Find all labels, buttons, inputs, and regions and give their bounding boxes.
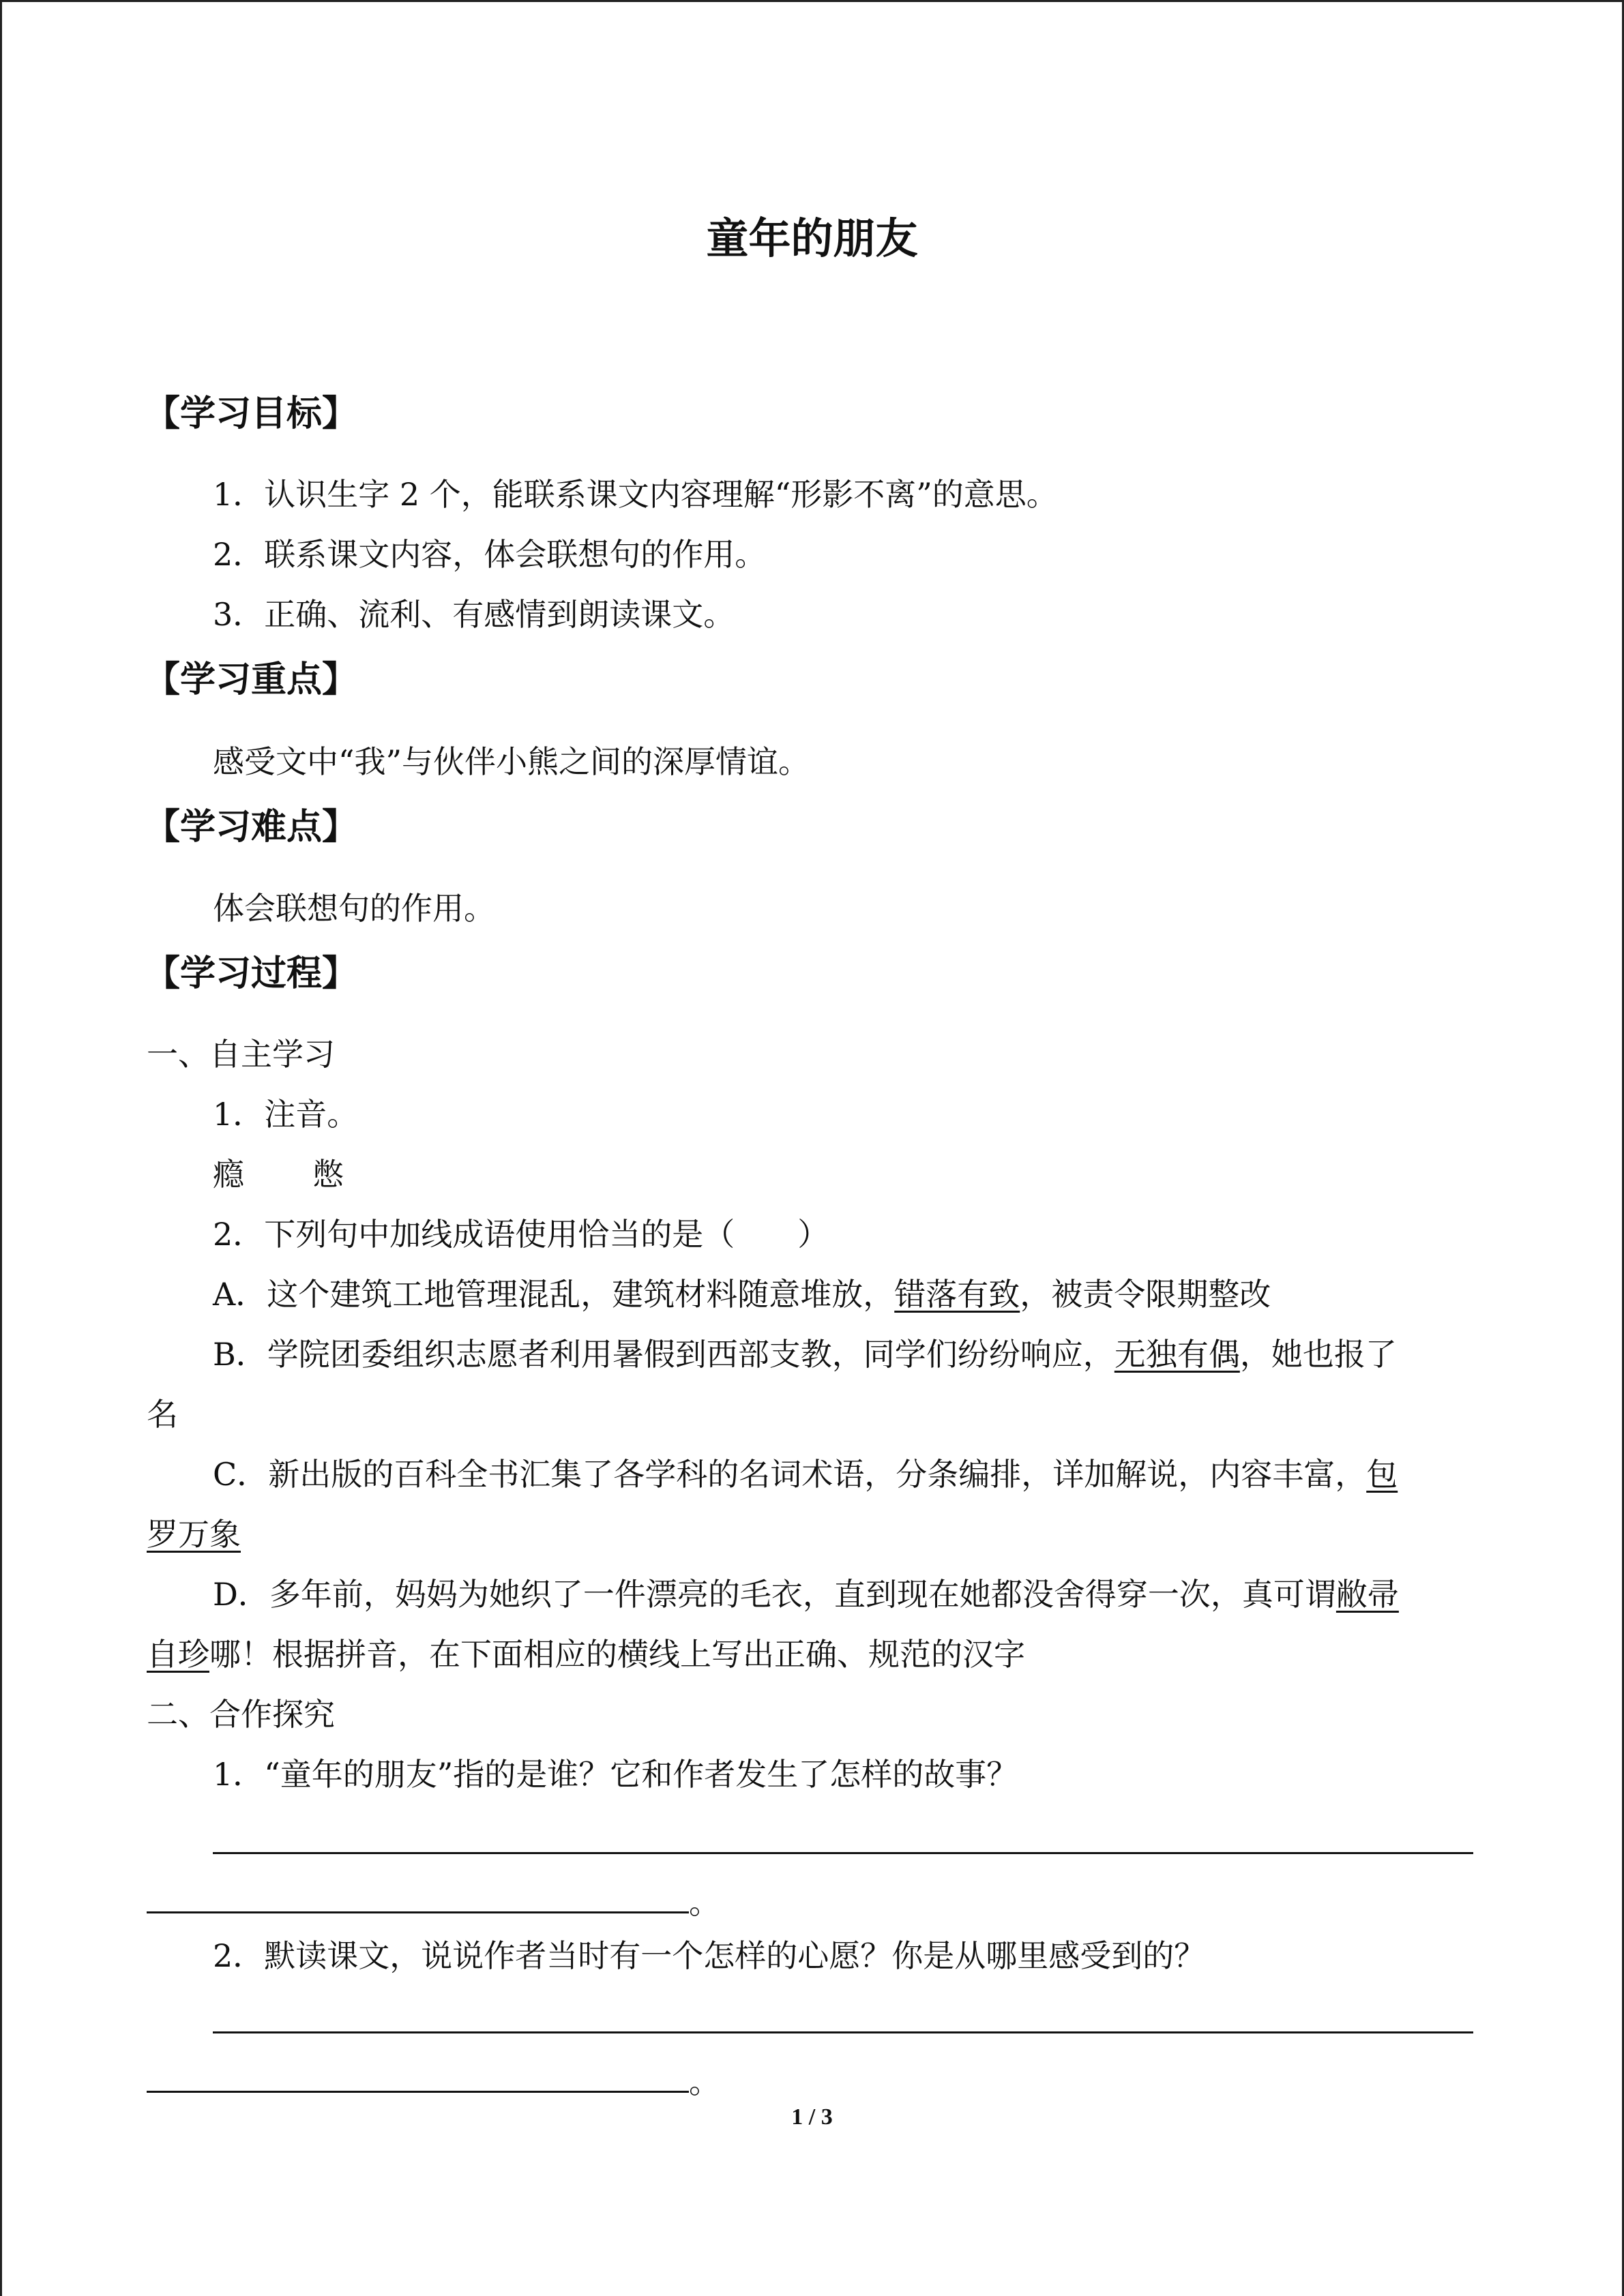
- option-b: [213, 1332, 1397, 1376]
- answer-line-q1-b[interactable]: [147, 1911, 689, 1913]
- goal-item-2: 2．联系课文内容，体会联想句的作用。: [213, 536, 767, 573]
- goals-heading: 【学习目标】: [145, 393, 358, 434]
- key-text: 感受文中“我”与伙伴小熊之间的深厚情谊。: [213, 743, 810, 780]
- goal-item-3: 3．正确、流利、有感情到朗读课文。: [213, 596, 735, 633]
- option-d-post: 哪！根据拼音，在下面相应的横线上写出正确、规范的汉字: [209, 1636, 1025, 1673]
- answer-q2-period: 。: [689, 2063, 720, 2100]
- option-b-post: ，她也报了: [1239, 1336, 1397, 1373]
- option-c-idiom-part2: 罗万象: [147, 1516, 241, 1553]
- option-a-pre: A．这个建筑工地管理混乱，建筑材料随意堆放，: [213, 1276, 895, 1313]
- option-d-pre: D．多年前，妈妈为她织了一件漂亮的毛衣，直到现在她都没舍得穿一次，真可谓: [213, 1576, 1336, 1613]
- process-heading: 【学习过程】: [145, 953, 358, 994]
- answer-line-q1-a[interactable]: [213, 1852, 1473, 1854]
- answer-line-q2-b[interactable]: [147, 2091, 689, 2093]
- pinyin-char-2: 憋: [312, 1156, 344, 1193]
- option-b-line2: 名: [147, 1396, 178, 1433]
- option-b-pre: B．学院团委组织志愿者利用暑假到西部支教，同学们纷纷响应，: [213, 1336, 1114, 1373]
- key-heading: 【学习重点】: [145, 659, 358, 700]
- part2-label: 二、合作探究: [147, 1696, 335, 1733]
- goal-item-1: 1．认识生字 2 个，能联系课文内容理解“形影不离”的意思。: [213, 476, 1058, 513]
- option-a: [213, 1272, 1271, 1316]
- part1-q2-stem: 2．下列句中加线成语使用恰当的是（ ）: [213, 1216, 829, 1253]
- option-c-pre: C．新出版的百科全书汇集了各学科的名词术语，分条编排，详加解说，内容丰富，: [213, 1456, 1367, 1493]
- option-b-idiom: 无独有偶: [1114, 1336, 1240, 1373]
- option-d-line2: [147, 1632, 1025, 1676]
- difficulty-heading: 【学习难点】: [145, 807, 358, 848]
- option-d-idiom-part1: 敝帚: [1335, 1576, 1399, 1613]
- option-c: [213, 1452, 1398, 1496]
- page-border-top: [0, 0, 1624, 2]
- page-title: 童年的朋友: [706, 213, 918, 263]
- difficulty-text: 体会联想句的作用。: [213, 890, 495, 927]
- answer-line-q2-a[interactable]: [213, 2031, 1473, 2033]
- part2-q2: 2．默读课文，说说作者当时有一个怎样的心愿？你是从哪里感受到的？: [213, 1937, 1206, 1974]
- part1-q1: 1．注音。: [213, 1096, 359, 1133]
- option-c-line2: [147, 1512, 241, 1556]
- answer-q1-period: 。: [689, 1884, 720, 1921]
- pinyin-char-1: 瘾: [213, 1156, 244, 1193]
- option-c-idiom-part1: 包: [1366, 1456, 1398, 1493]
- page-number: 1 / 3: [791, 2104, 833, 2130]
- option-a-idiom: 错落有致: [894, 1276, 1020, 1313]
- part2-q1: 1．“童年的朋友”指的是谁？它和作者发生了怎样的故事？: [213, 1756, 1018, 1793]
- page-border-left: [0, 0, 2, 2296]
- option-d-idiom-part2: 自珍: [147, 1636, 209, 1673]
- part1-label: 一、自主学习: [147, 1036, 335, 1073]
- option-a-post: ，被责令限期整改: [1020, 1276, 1271, 1313]
- option-d: [213, 1572, 1399, 1616]
